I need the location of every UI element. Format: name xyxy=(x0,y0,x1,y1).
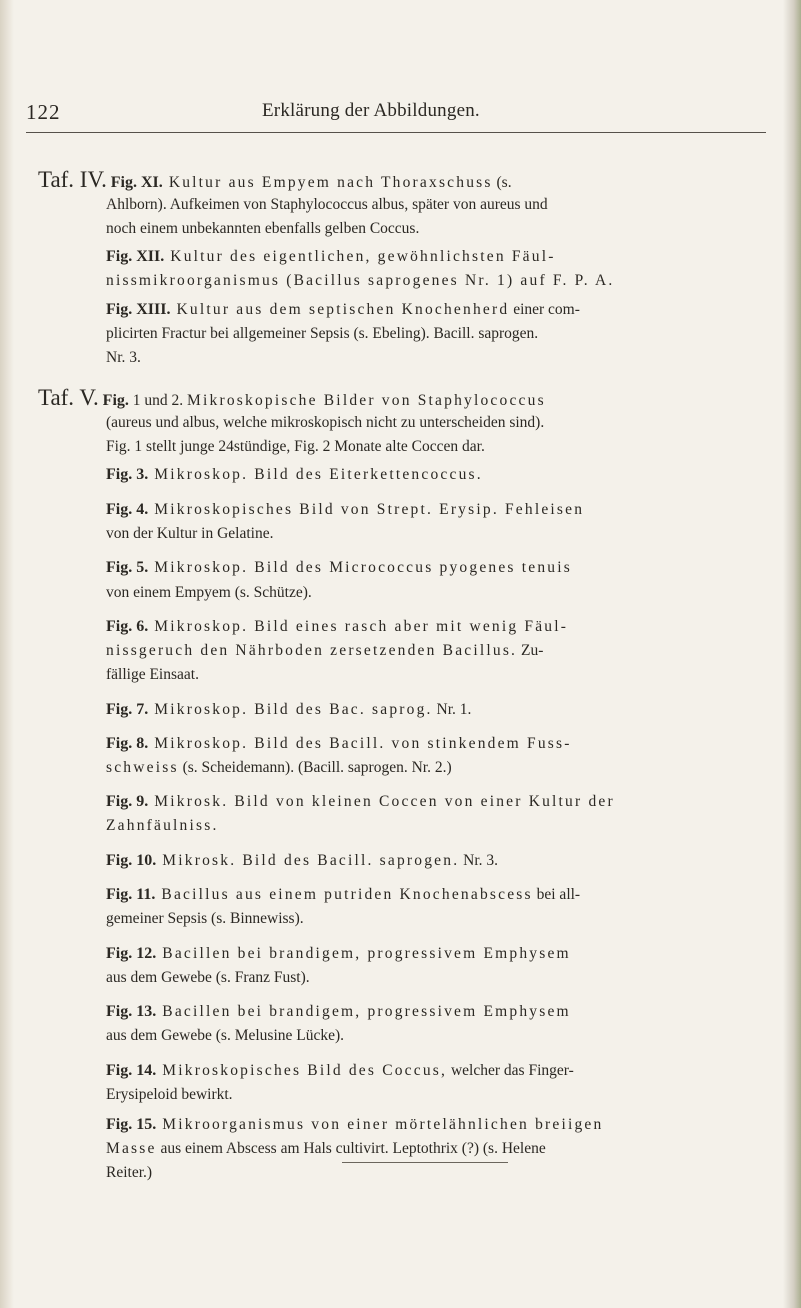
spaced-title-text: Mikroskopische Bilder von Staphylococcus xyxy=(187,392,546,409)
spaced-title-text: Kultur des eigentlichen, gewöhnlichsten Fäul- xyxy=(164,248,556,265)
legend-text: (aureus und albus, welche mikroskopisch nicht zu unterscheiden sind). xyxy=(106,414,545,431)
legend-line xyxy=(106,1085,233,1105)
figure-label: Fig. 11. xyxy=(106,886,156,903)
figure-label: Fig. 10. xyxy=(106,852,157,869)
spaced-title-text: Mikroskopisches Bild von Strept. Erysip. Fehleisen xyxy=(148,501,585,518)
figure-label: Fig. 7. xyxy=(106,701,149,718)
legend-text: aus einem Abscess am Hals cultivirt. Leptothrix (?) (s. Helene xyxy=(156,1140,546,1157)
legend-line xyxy=(106,247,556,267)
page-edge-shadow-left xyxy=(0,0,14,1308)
spaced-title-text: Mikroskop. Bild des Bacill. von stinkendem Fuss- xyxy=(148,735,572,752)
legend-text: fällige Einsaat. xyxy=(106,666,199,683)
legend-line xyxy=(106,700,471,720)
legend-line xyxy=(106,1115,603,1135)
legend-text: Nr. 3. xyxy=(459,852,499,869)
legend-line xyxy=(106,968,310,988)
spaced-title-text: Mikroskopisches Bild des Coccus, xyxy=(156,1062,448,1079)
legend-text: welcher das Finger- xyxy=(447,1062,574,1079)
legend-line xyxy=(106,617,568,637)
legend-text: Nr. 1. xyxy=(432,701,472,718)
legend-line xyxy=(106,558,572,578)
legend-text: (s. xyxy=(492,174,512,191)
legend-line xyxy=(38,385,546,411)
spaced-title-text: Mikroskop. Bild eines rasch aber mit wenig Fäul- xyxy=(148,618,569,635)
legend-line xyxy=(106,195,548,215)
page-number: 122 xyxy=(26,100,61,124)
figure-label: Fig. XII. xyxy=(106,248,165,265)
figure-label: Fig. 4. xyxy=(106,501,149,518)
figure-label: Fig. 12. xyxy=(106,945,157,962)
spaced-title-text: Mikroskop. Bild des Bac. saprog. xyxy=(148,701,433,718)
figure-label: Fig. 6. xyxy=(106,618,149,635)
figure-label: Fig. 5. xyxy=(106,559,149,576)
spaced-title-text: Bacillen bei brandigem, progressivem Emphysem xyxy=(156,1003,571,1020)
spaced-title-text: schweiss xyxy=(106,759,179,776)
legend-line xyxy=(106,524,273,544)
legend-text: bei all- xyxy=(532,886,581,903)
plate-label: Taf. IV. xyxy=(38,167,107,192)
legend-line xyxy=(106,500,584,520)
figure-label: Fig. 15. xyxy=(106,1116,157,1133)
spaced-title-text: Kultur aus dem septischen Knochenherd xyxy=(170,301,510,318)
legend-line xyxy=(38,167,512,193)
spaced-title-text: Mikrosk. Bild von kleinen Coccen von einer Kultur der xyxy=(148,793,615,810)
legend-line xyxy=(106,413,544,433)
legend-line xyxy=(106,300,580,320)
spaced-title-text: nissgeruch den Nährboden zersetzenden Bacillus. xyxy=(106,642,518,659)
closing-ornament-rule xyxy=(342,1162,508,1163)
legend-text: (s. Scheidemann). (Bacill. saprogen. Nr. 2.) xyxy=(178,759,452,776)
legend-line xyxy=(106,1139,546,1159)
legend-line xyxy=(106,583,312,603)
spaced-title-text: Bacillus aus einem putriden Knochenabscess xyxy=(155,886,533,903)
legend-text: Erysipeloid bewirkt. xyxy=(106,1086,233,1103)
legend-line xyxy=(106,1163,152,1183)
legend-line xyxy=(106,437,485,457)
legend-line xyxy=(106,348,141,368)
legend-text: aus dem Gewebe (s. Melusine Lücke). xyxy=(106,1027,345,1044)
figure-label: Fig. XI. xyxy=(110,174,163,191)
legend-text: Zu- xyxy=(517,642,544,659)
legend-line xyxy=(106,465,483,485)
running-head: Erklärung der Abbildungen. xyxy=(262,100,480,121)
legend-line xyxy=(106,816,219,836)
legend-text: gemeiner Sepsis (s. Binnewiss). xyxy=(106,910,304,927)
legend-text: Fig. 1 stellt junge 24stündige, Fig. 2 Monate alte Coccen dar. xyxy=(106,438,485,455)
legend-line xyxy=(106,734,572,754)
spaced-title-text: Mikroskop. Bild des Eiterkettencoccus. xyxy=(148,466,483,483)
legend-line xyxy=(106,851,498,871)
figure-label: Fig. xyxy=(102,392,129,409)
legend-line xyxy=(106,885,580,905)
legend-line xyxy=(106,271,614,291)
legend-line xyxy=(106,792,615,812)
legend-text: noch einem unbekannten ebenfalls gelben Coccus. xyxy=(106,220,420,237)
legend-text: Nr. 3. xyxy=(106,349,141,366)
figure-label: Fig. 3. xyxy=(106,466,149,483)
legend-line xyxy=(106,1002,571,1022)
legend-text: aus dem Gewebe (s. Franz Fust). xyxy=(106,969,310,986)
page-edge-shadow-right xyxy=(783,0,801,1308)
figure-label: Fig. XIII. xyxy=(106,301,171,318)
spaced-title-text: Mikrosk. Bild des Bacill. saprogen. xyxy=(156,852,460,869)
spaced-title-text: Mikroorganismus von einer mörtelähnlichen breiigen xyxy=(156,1116,604,1133)
spaced-title-text: Masse xyxy=(106,1140,157,1157)
legend-text: plicirten Fractur bei allgemeiner Sepsis (s. Ebeling). Bacill. saprogen. xyxy=(106,325,539,342)
legend-line xyxy=(106,944,571,964)
legend-line xyxy=(106,1061,574,1081)
legend-line xyxy=(106,641,543,661)
legend-line xyxy=(106,665,199,685)
figure-label: Fig. 13. xyxy=(106,1003,157,1020)
legend-text: 1 und 2. xyxy=(128,392,188,409)
spaced-title-text: Zahnfäulniss. xyxy=(106,817,219,834)
figure-label: Fig. 14. xyxy=(106,1062,157,1079)
legend-text: von der Kultur in Gelatine. xyxy=(106,525,274,542)
legend-text: Ahlborn). Aufkeimen von Staphylococcus albus, später von aureus und xyxy=(106,196,548,213)
spaced-title-text: nissmikroorganismus (Bacillus saprogenes Nr. 1) auf F. P. A. xyxy=(106,272,615,289)
legend-line xyxy=(106,219,419,239)
legend-line xyxy=(106,1026,344,1046)
legend-line xyxy=(106,909,304,929)
spaced-title-text: Bacillen bei brandigem, progressivem Emphysem xyxy=(156,945,571,962)
legend-text: einer com- xyxy=(509,301,580,318)
legend-line xyxy=(106,758,452,778)
figure-label: Fig. 9. xyxy=(106,793,149,810)
spaced-title-text: Mikroskop. Bild des Micrococcus pyogenes tenuis xyxy=(148,559,572,576)
figure-label: Fig. 8. xyxy=(106,735,149,752)
legend-line xyxy=(106,324,538,344)
spaced-title-text: Kultur aus Empyem nach Thoraxschuss xyxy=(162,174,493,191)
plate-label: Taf. V. xyxy=(38,385,99,410)
legend-text: Reiter.) xyxy=(106,1164,153,1181)
legend-text: von einem Empyem (s. Schütze). xyxy=(106,584,312,601)
header-rule xyxy=(26,132,766,133)
